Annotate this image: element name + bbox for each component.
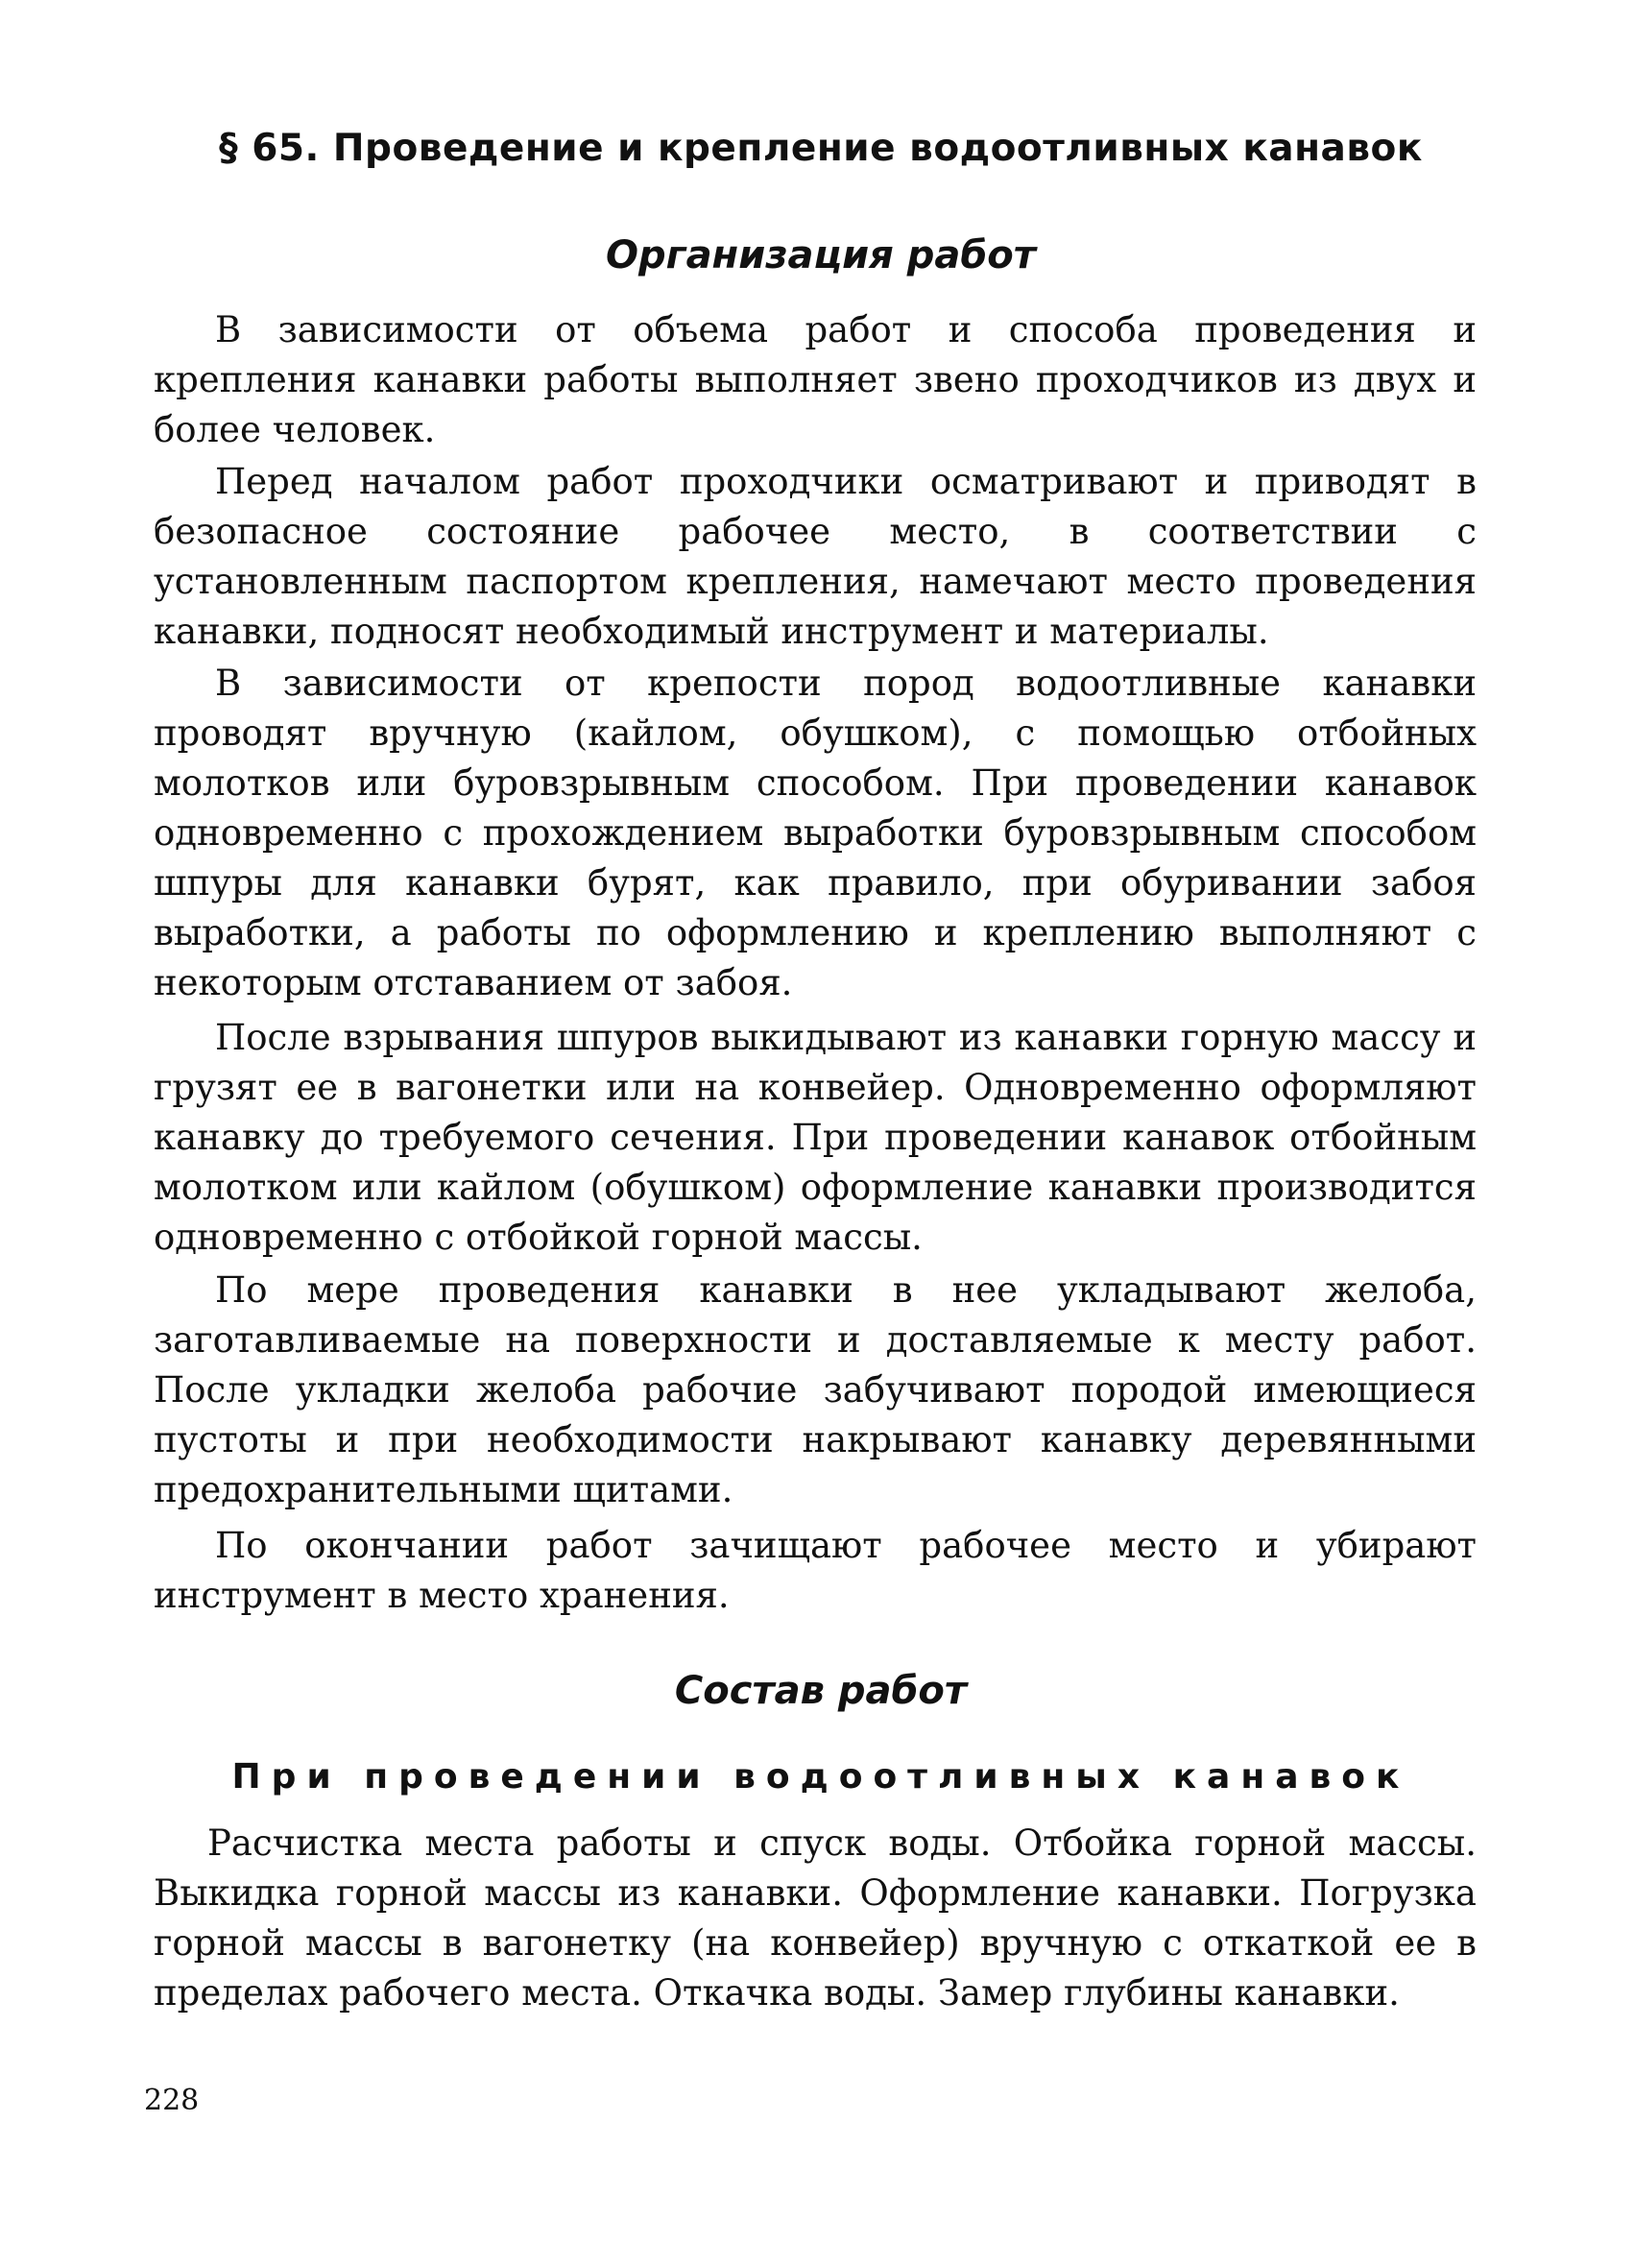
paragraph-6: По окончании работ зачищают рабочее место и убирают инструмент в место хранения. bbox=[154, 1525, 1477, 1616]
organization-heading: Организация работ bbox=[606, 233, 1036, 277]
section-title: § 65. Проведение и крепление водоотливных канавок bbox=[219, 127, 1423, 170]
paragraph-5: По мере проведения канавки в нее укладывают желоба, заготавливаемые на поверхности и доставляемые к месту работ. После укладки желоба рабочие забучивают породой имеющиеся пустоты и при необходимости накрывают канавку деревянными предохранительными щитами. bbox=[154, 1269, 1477, 1510]
paragraph-2: Перед началом работ проходчики осматривают и приводят в безопасное состояние рабочее место, в соответствии с установленным паспортом крепления, намечают место проведения канавки, подносят необходимый инструмент и материалы. bbox=[154, 461, 1477, 652]
paragraph-4: После взрывания шпуров выкидывают из канавки горную массу и грузят ее в вагонетки или на конвейер. Одновременно оформляют канавку до требуемого сечения. При проведении канавок отбойным молотком или кайлом (обушком) оформление канавки производится одновременно с отбойкой горной массы. bbox=[154, 1017, 1477, 1258]
composition-heading: Состав работ bbox=[674, 1669, 968, 1713]
composition-subheading: При проведении водоотливных канавок bbox=[231, 1757, 1410, 1797]
page-number: 228 bbox=[144, 2084, 200, 2117]
paragraph-3: В зависимости от крепости пород водоотливные канавки проводят вручную (кайлом, обушком), с помощью отбойных молотков или буровзрывным способом. При проведении канавок одновременно с прохождением выработки буровзрывным способом шпуры для канавки бурят, как правило, при обуривании забоя выработки, а работы по оформлению и креплению выполняют с некоторым отставанием от забоя. bbox=[154, 663, 1477, 1003]
composition-paragraph: Расчистка места работы и спуск воды. Отбойка горной массы. Выкидка горной массы из канавки. Оформление канавки. Погрузка горной массы в вагонетку (на конвейер) вручную с откаткой ее в пределах рабочего места. Откачка воды. Замер глубины канавки. bbox=[154, 1822, 1477, 2014]
paragraph-1: В зависимости от объема работ и способа проведения и крепления канавки работы выполняет звено проходчиков из двух и более человек. bbox=[154, 309, 1477, 450]
